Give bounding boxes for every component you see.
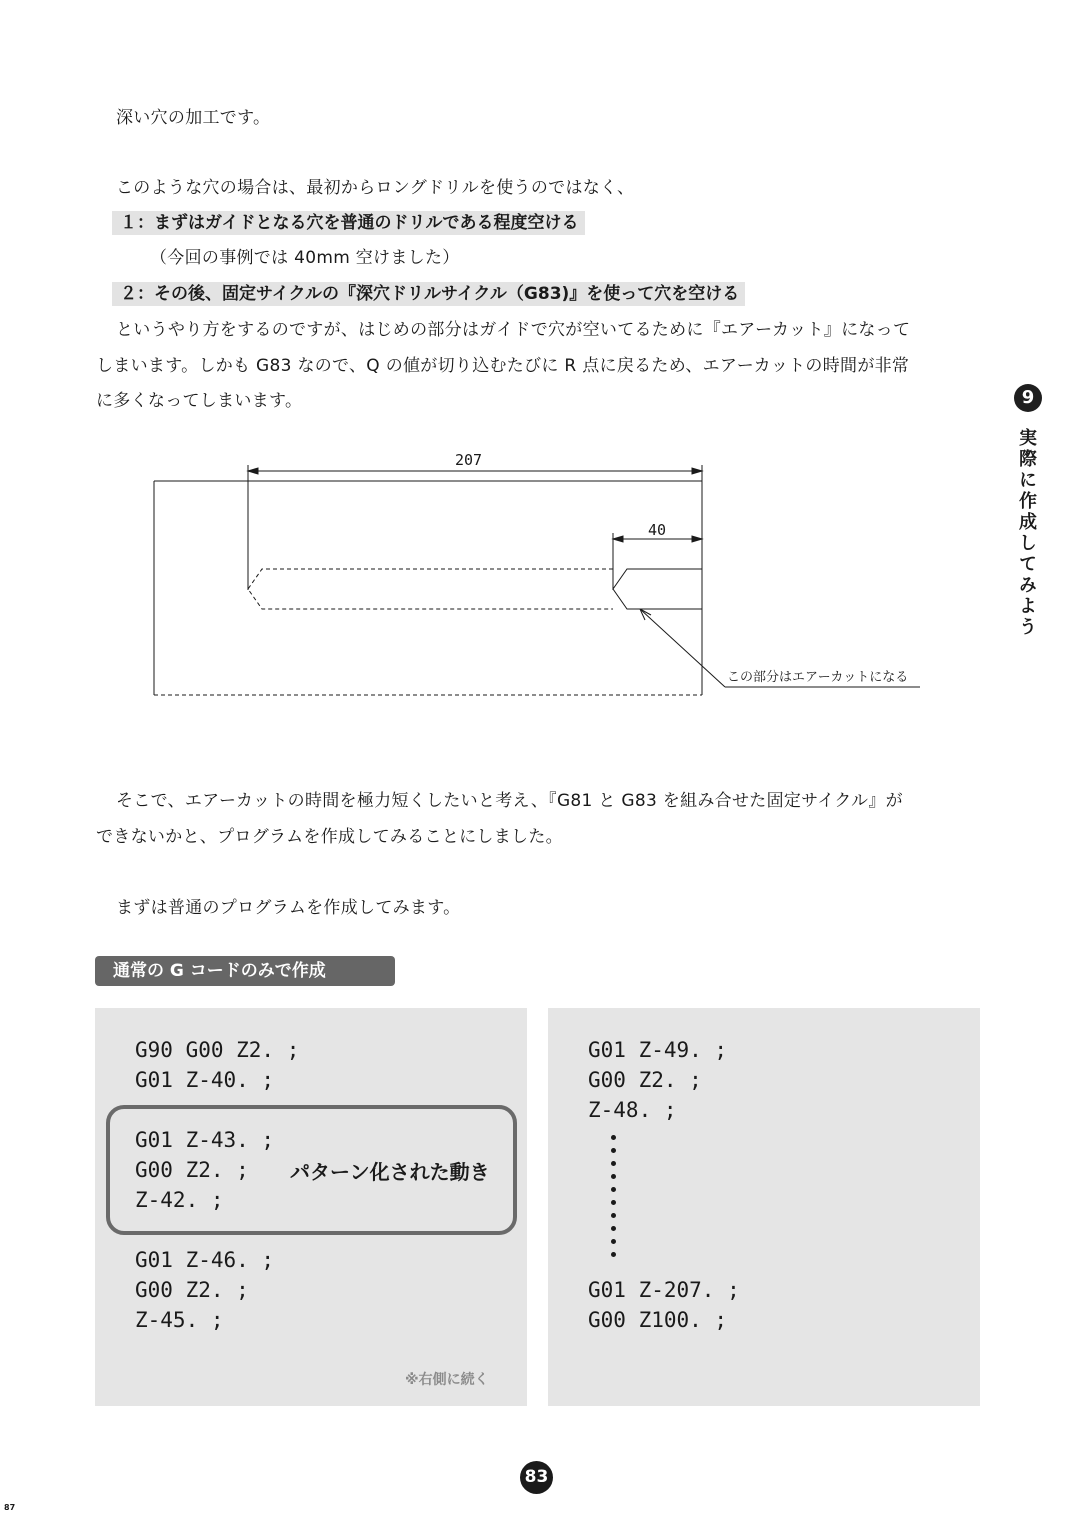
step-2: ２：その後、固定サイクルの『深穴ドリルサイクル（G83)』を使って穴を空ける [112, 282, 745, 306]
code-line: G90 G00 Z2. ; [135, 1038, 300, 1062]
dim-207-arrow-left [248, 468, 258, 474]
guide-hole-outline [613, 569, 702, 609]
paragraph-combine-line-1: そこで、エアーカットの時間を極力短くしたいと考え、『G81 と G83 を組み合せた固定サイクル』が [116, 791, 903, 811]
workpiece-outline [154, 481, 702, 695]
drilling-diagram [150, 445, 940, 705]
page-number: 83 [520, 1461, 553, 1494]
code-line: G01 Z-207. ; [588, 1278, 740, 1302]
ellipsis-dot [611, 1187, 616, 1192]
step-1: １：まずはガイドとなる穴を普通のドリルである程度空ける [112, 211, 585, 235]
air-cut-note: この部分はエアーカットになる [727, 670, 909, 685]
ellipsis-dot [611, 1148, 616, 1153]
ellipsis-dot [611, 1200, 616, 1205]
code-line: G01 Z-43. ; [135, 1128, 275, 1152]
code-line: G00 Z2. ; [135, 1158, 249, 1182]
dim-207-label: 207 [455, 451, 483, 469]
code-line: Z-48. ; [588, 1098, 677, 1122]
paragraph-combine-line-2: できないかと、プログラムを作成してみることにしました。 [96, 827, 563, 847]
dim-40-arrow-right [692, 536, 702, 542]
deep-hole-outline [248, 569, 613, 609]
dim-40-arrow-left [613, 536, 623, 542]
code-line: G00 Z2. ; [588, 1068, 702, 1092]
pattern-label: パターン化された動き [290, 1160, 490, 1184]
dim-207-arrow-right [692, 468, 702, 474]
ellipsis-dot [611, 1213, 616, 1218]
code-line: Z-42. ; [135, 1188, 224, 1212]
code-line: G01 Z-49. ; [588, 1038, 728, 1062]
ellipsis-dot [611, 1252, 616, 1257]
ellipsis-dot [611, 1161, 616, 1166]
code-line: G00 Z100. ; [588, 1308, 728, 1332]
leader-line [640, 609, 725, 687]
code-line: G01 Z-40. ; [135, 1068, 275, 1092]
paragraph-air-cut-line-1: というやり方をするのですが、はじめの部分はガイドで穴が空いてるために『エアーカット』になって [116, 320, 911, 340]
chapter-number-badge: 9 [1014, 384, 1042, 412]
paragraph-intro: このような穴の場合は、最初からロングドリルを使うのではなく、 [116, 178, 635, 198]
code-line: Z-45. ; [135, 1308, 224, 1332]
dim-40-label: 40 [648, 521, 667, 539]
ellipsis-dot [611, 1174, 616, 1179]
paragraph-normal-program: まずは普通のプログラムを作成してみます。 [116, 898, 461, 918]
chapter-title: 実際に作成してみよう [1016, 428, 1037, 638]
tiny-page-mark: 87 [4, 1503, 16, 1512]
continue-note: ※右側に続く [405, 1372, 489, 1388]
code-line: G00 Z2. ; [135, 1278, 249, 1302]
section-label: 通常の G コードのみで作成 [95, 956, 395, 986]
paragraph-air-cut-line-3: に多くなってしまいます。 [96, 391, 303, 411]
paragraph-deep-hole: 深い穴の加工です。 [116, 108, 271, 128]
code-line: G01 Z-46. ; [135, 1248, 275, 1272]
paragraph-air-cut-line-2: しまいます。しかも G83 なので、Q の値が切り込むたびに R 点に戻るため、エアーカットの時間が非常 [96, 356, 910, 376]
step-1-note: （今回の事例では 40mm 空けました） [150, 248, 460, 268]
ellipsis-dot [611, 1239, 616, 1244]
ellipsis-dot [611, 1135, 616, 1140]
ellipsis-dot [611, 1226, 616, 1231]
